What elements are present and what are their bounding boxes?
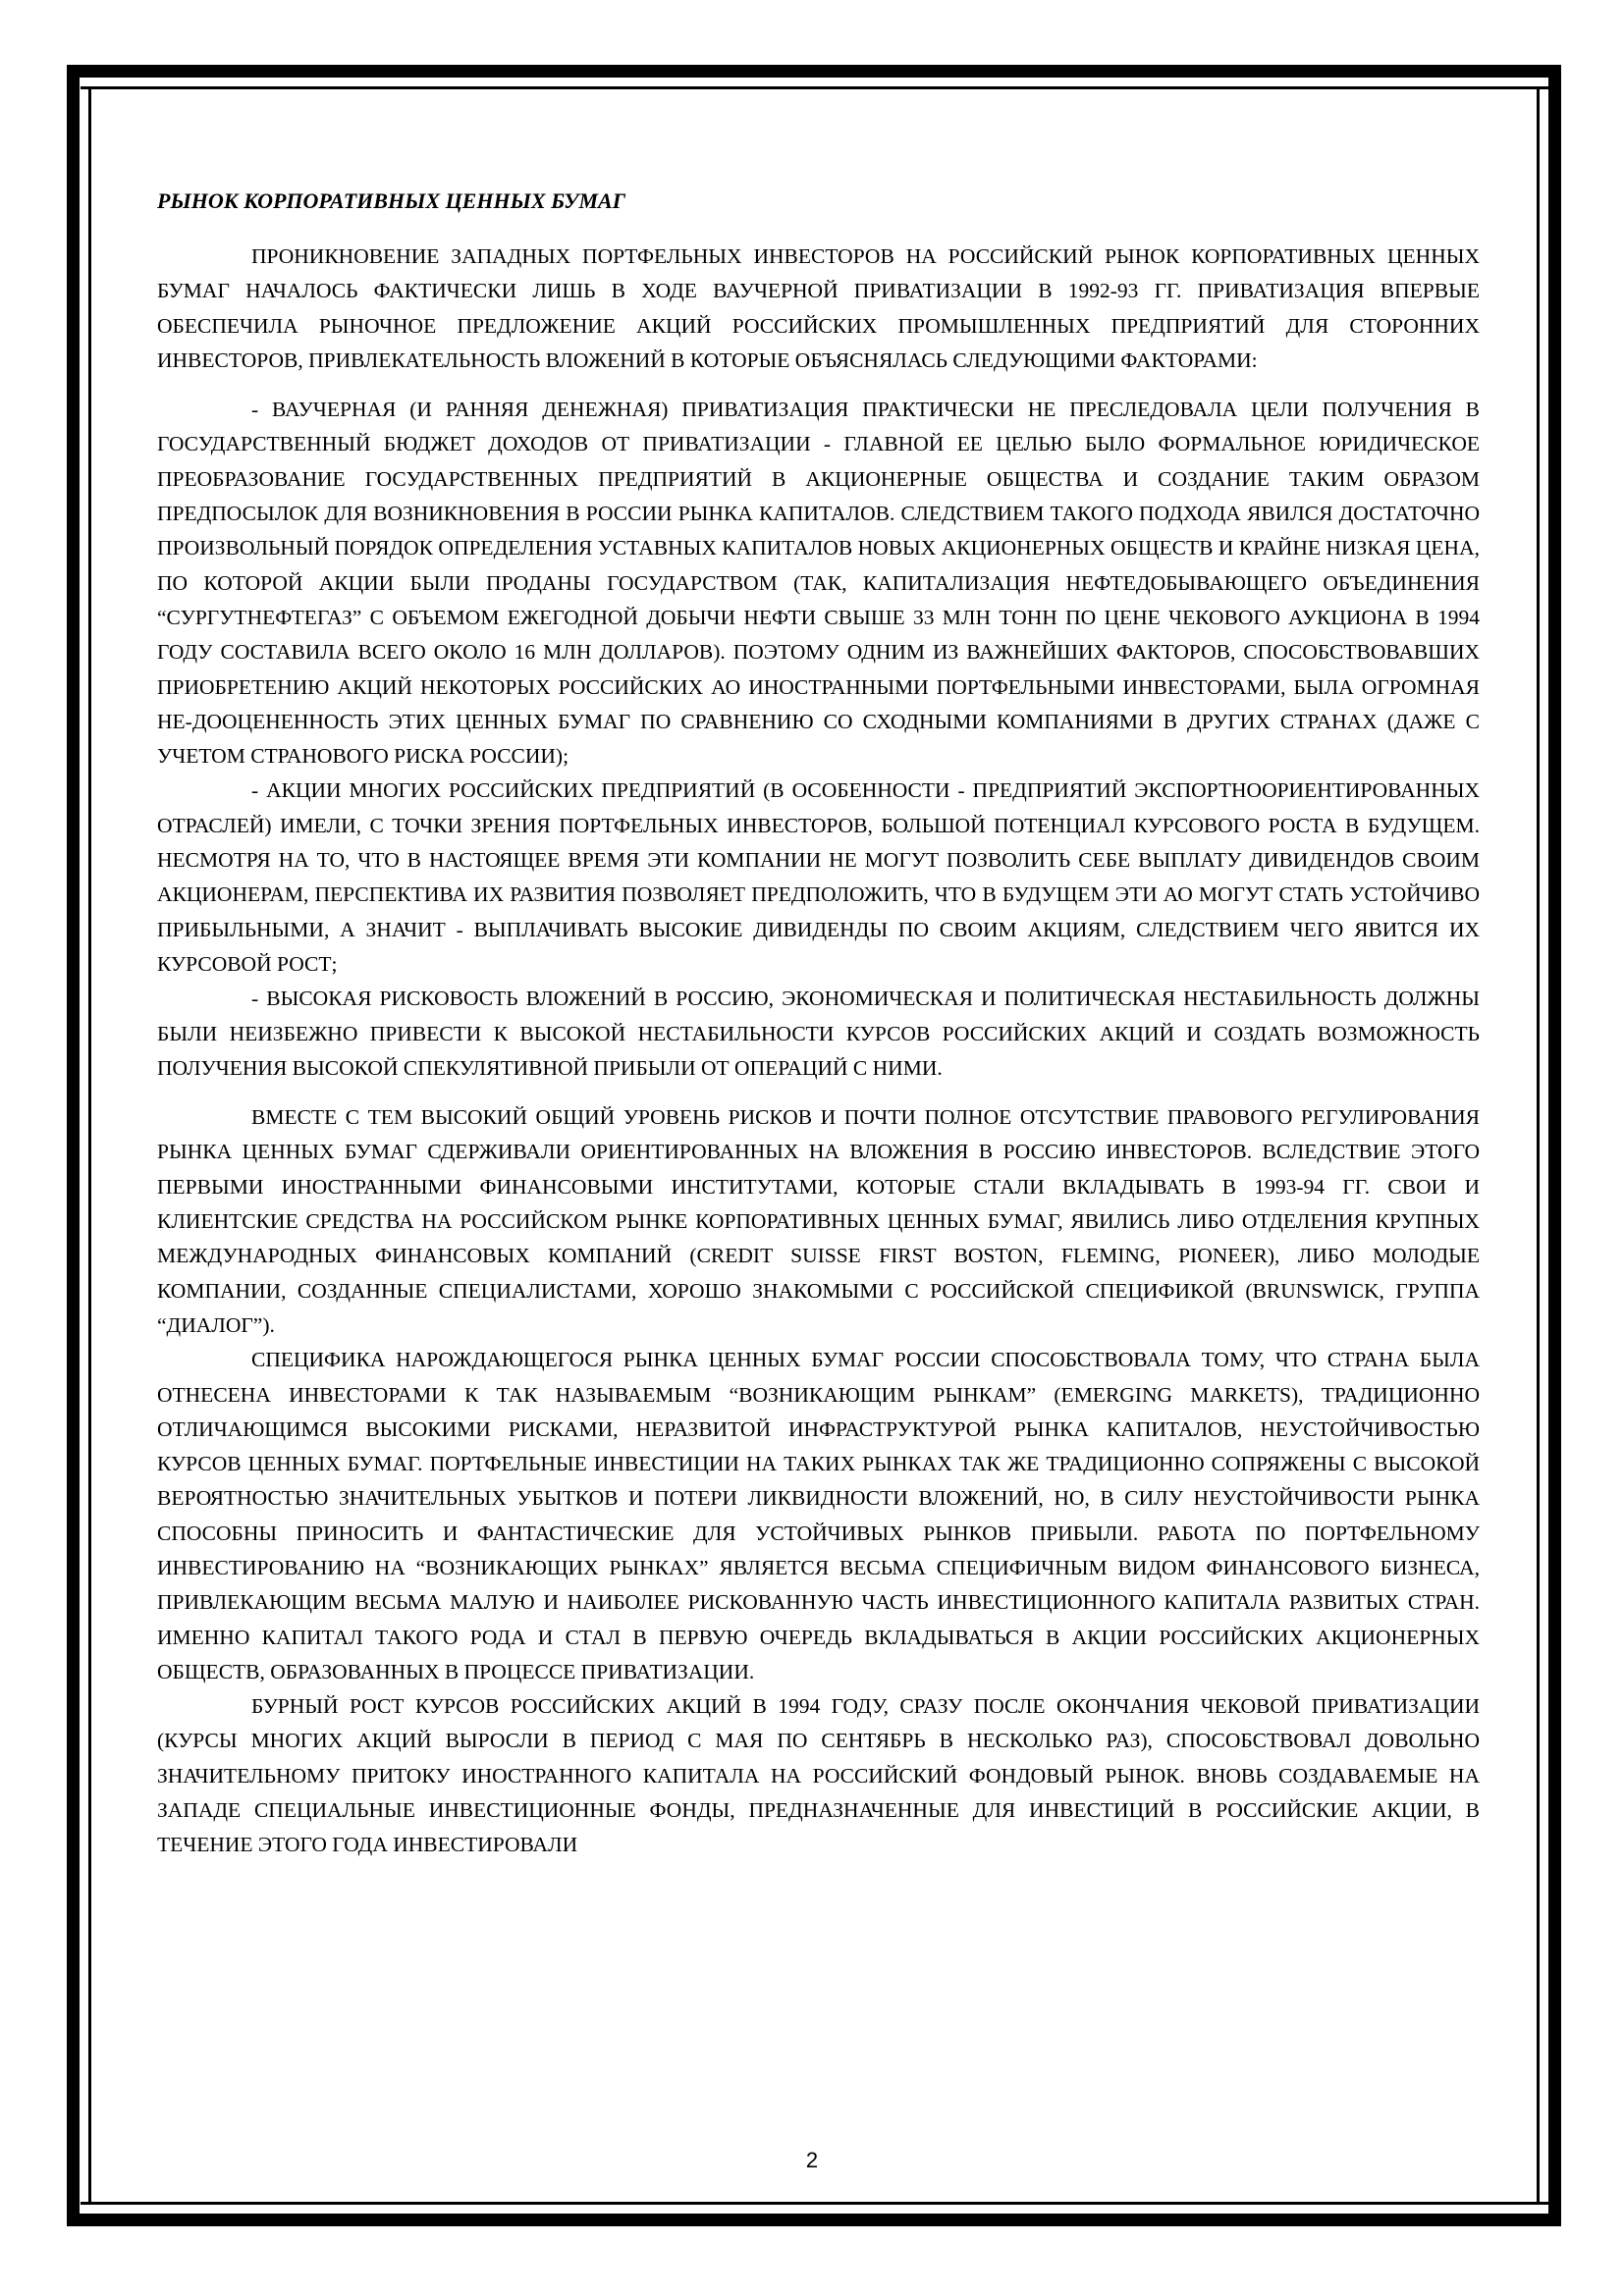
page-number: 2 [805,2148,819,2172]
paragraph-factor-3: - ВЫСОКАЯ РИСКОВОСТЬ ВЛОЖЕНИЙ В РОССИЮ, ЭКОНОМИЧЕСКАЯ И ПОЛИТИЧЕСКАЯ НЕСТАБИЛЬНОСТЬ ДОЛЖНЫ БЫЛИ НЕИЗБЕЖНО ПРИВЕСТИ К ВЫСОКОЙ НЕСТАБИЛЬНОСТИ КУРСОВ РОССИЙСКИХ АКЦИЙ И СОЗДАТЬ ВОЗМОЖНОСТЬ ПОЛУЧЕНИЯ ВЫСОКОЙ СПЕКУЛЯТИВНОЙ ПРИБЫЛИ ОТ ОПЕРАЦИЙ С НИМИ. [157,987,1480,1080]
frame-left-border [67,65,80,2226]
frame-bottom-border [67,2214,1561,2226]
paragraph-factor-1: - ВАУЧЕРНАЯ (И РАННЯЯ ДЕНЕЖНАЯ) ПРИВАТИЗАЦИЯ ПРАКТИЧЕСКИ НЕ ПРЕСЛЕДОВАЛА ЦЕЛИ ПОЛУЧЕНИЯ В ГОСУДАРСТВЕННЫЙ БЮДЖЕТ ДОХОДОВ ОТ ПРИВАТИЗАЦИИ - ГЛАВНОЙ ЕЕ ЦЕЛЬЮ БЫЛО ФОРМАЛЬНОЕ ЮРИДИЧЕСКОЕ ПРЕОБРАЗОВАНИЕ ГОСУДАРСТВЕННЫХ ПРЕДПРИЯТИЙ В АКЦИОНЕРНЫЕ ОБЩЕСТВА И СОЗДАНИЕ ТАКИМ ОБРАЗОМ ПРЕДПОСЫЛОК ДЛЯ ВОЗНИКНОВЕНИЯ В РОССИИ РЫНКА КАПИТАЛОВ. СЛЕДСТВИЕМ ТАКОГО ПОДХОДА ЯВИЛСЯ ДОСТАТОЧНО ПРОИЗВОЛЬНЫЙ ПОРЯДОК ОПРЕДЕЛЕНИЯ УСТАВНЫХ КАПИТАЛОВ НОВЫХ АКЦИОНЕРНЫХ ОБЩЕСТВ И КРАЙНЕ НИЗКАЯ ЦЕНА, ПО КОТОРОЙ АКЦИИ БЫЛИ ПРОДАНЫ ГОСУДАРСТВОМ (ТАК, КАПИТАЛИЗАЦИЯ НЕФТЕДОБЫВАЮЩЕГО ОБЪЕДИНЕНИЯ “СУРГУТНЕФТЕГАЗ” С ОБЪЕМОМ ЕЖЕГОДНОЙ ДОБЫЧИ НЕФТИ СВЫШЕ 33 МЛН ТОНН ПО ЦЕНЕ ЧЕКОВОГО АУКЦИОНА В 1994 ГОДУ СОСТАВИЛА ВСЕГО ОКОЛО 16 МЛН ДОЛЛАРОВ). ПОЭТОМУ ОДНИМ ИЗ ВАЖНЕЙШИХ ФАКТОРОВ, СПОСОБСТВОВАВШИХ ПРИОБРЕТЕНИЮ АКЦИЙ НЕКОТОРЫХ РОССИЙСКИХ АО ИНОСТРАННЫМИ ПОРТФЕЛЬНЫМИ ИНВЕСТОРАМИ, БЫЛА ОГРОМНАЯ НЕ-ДООЦЕНЕННОСТЬ ЭТИХ ЦЕННЫХ БУМАГ ПО СРАВНЕНИЮ СО СХОДНЫМИ КОМПАНИЯМИ В ДРУГИХ СТРАНАХ (ДАЖЕ С УЧЕТОМ СТРАНОВОГО РИСКА РОССИИ); [157,398,1480,769]
paragraph-first-investors: ВМЕСТЕ С ТЕМ ВЫСОКИЙ ОБЩИЙ УРОВЕНЬ РИСКОВ И ПОЧТИ ПОЛНОЕ ОТСУТСТВИЕ ПРАВОВОГО РЕГУЛИРОВАНИЯ РЫНКА ЦЕННЫХ БУМАГ СДЕРЖИВАЛИ ОРИЕНТИРОВАННЫХ НА ВЛОЖЕНИЯ В РОССИЮ ИНВЕСТОРОВ. ВСЛЕДСТВИЕ ЭТОГО ПЕРВЫМИ ИНОСТРАННЫМИ ФИНАНСОВЫМИ ИНСТИТУТАМИ, КОТОРЫЕ СТАЛИ ВКЛАДЫВАТЬ В 1993-94 ГГ. СВОИ И КЛИЕНТСКИЕ СРЕДСТВА НА РОССИЙСКОМ РЫНКЕ КОРПОРАТИВНЫХ ЦЕННЫХ БУМАГ, ЯВИЛИСЬ ЛИБО ОТДЕЛЕНИЯ КРУПНЫХ МЕЖДУНАРОДНЫХ ФИНАНСОВЫХ КОМПАНИЙ (CREDIT SUISSE FIRST BOSTON, FLEMING, PIONEER), ЛИБО МОЛОДЫЕ КОМПАНИИ, СОЗДАННЫЕ СПЕЦИАЛИСТАМИ, ХОРОШО ЗНАКОМЫМИ С РОССИЙСКОЙ СПЕЦИФИКОЙ (BRUNSWICK, ГРУППА “ДИАЛОГ”). [157,1105,1480,1337]
frame-top-border [67,65,1561,78]
frame-bottom-inner-line [81,2202,1549,2205]
paragraph-growth-1994: БУРНЫЙ РОСТ КУРСОВ РОССИЙСКИХ АКЦИЙ В 1994 ГОДУ, СРАЗУ ПОСЛЕ ОКОНЧАНИЯ ЧЕКОВОЙ ПРИВАТИЗАЦИИ (КУРСЫ МНОГИХ АКЦИЙ ВЫРОСЛИ В ПЕРИОД С МАЯ ПО СЕНТЯБРЬ В НЕСКОЛЬКО РАЗ), СПОСОБСТВОВАЛ ДОВОЛЬНО ЗНАЧИТЕЛЬНОМУ ПРИТОКУ ИНОСТРАННОГО КАПИТАЛА НА РОССИЙСКИЙ ФОНДОВЫЙ РЫНОК. ВНОВЬ СОЗДАВАЕМЫЕ НА ЗАПАДЕ СПЕЦИАЛЬНЫЕ ИНВЕСТИЦИОННЫЕ ФОНДЫ, ПРЕДНАЗНАЧЕННЫЕ ДЛЯ ИНВЕСТИЦИЙ В РОССИЙСКИЕ АКЦИИ, В ТЕЧЕНИЕ ЭТОГО ГОДА ИНВЕСТИРОВАЛИ [157,1694,1480,1857]
paragraph-emerging-markets: СПЕЦИФИКА НАРОЖДАЮЩЕГОСЯ РЫНКА ЦЕННЫХ БУМАГ РОССИИ СПОСОБСТВОВАЛА ТОМУ, ЧТО СТРАНА БЫЛА ОТНЕСЕНА ИНВЕСТОРАМИ К ТАК НАЗЫВАЕМЫМ “ВОЗНИКАЮЩИМ РЫНКАМ” (EMERGING MARKETS), ТРАДИЦИОННО ОТЛИЧАЮЩИМСЯ ВЫСОКИМИ РИСКАМИ, НЕРАЗВИТОЙ ИНФРАСТРУКТУРОЙ РЫНКА КАПИТАЛОВ, НЕУСТОЙЧИВОСТЬЮ КУРСОВ ЦЕННЫХ БУМАГ. ПОРТФЕЛЬНЫЕ ИНВЕСТИЦИИ НА ТАКИХ РЫНКАХ ТАК ЖЕ ТРАДИЦИОННО СОПРЯЖЕНЫ С ВЫСОКОЙ ВЕРОЯТНОСТЬЮ ЗНАЧИТЕЛЬНЫХ УБЫТКОВ И ПОТЕРИ ЛИКВИДНОСТИ ВЛОЖЕНИЙ, НО, В СИЛУ НЕУСТОЙЧИВОСТИ РЫНКА СПОСОБНЫ ПРИНОСИТЬ И ФАНТАСТИЧЕСКИЕ ДЛЯ УСТОЙЧИВЫХ РЫНКОВ ПРИБЫЛИ. РАБОТА ПО ПОРТФЕЛЬНОМУ ИНВЕСТИРОВАНИЮ НА “ВОЗНИКАЮЩИХ РЫНКАХ” ЯВЛЯЕТСЯ ВЕСЬМА СПЕЦИФИЧНЫМ ВИДОМ ФИНАНСОВОГО БИЗНЕСА, ПРИВЛЕКАЮЩИМ ВЕСЬМА МАЛУЮ И НАИБОЛЕЕ РИСКОВАННУЮ ЧАСТЬ ИНВЕСТИЦИОННОГО КАПИТАЛА РАЗВИТЫХ СТРАН. ИМЕННО КАПИТАЛ ТАКОГО РОДА И СТАЛ В ПЕРВУЮ ОЧЕРЕДЬ ВКЛАДЫВАТЬСЯ В АКЦИИ РОССИЙСКИХ АКЦИОНЕРНЫХ ОБЩЕСТВ, ОБРАЗОВАННЫХ В ПРОЦЕССЕ ПРИВАТИЗАЦИИ. [157,1348,1480,1683]
frame-right-border [1548,65,1561,2226]
paragraph-intro: ПРОНИКНОВЕНИЕ ЗАПАДНЫХ ПОРТФЕЛЬНЫХ ИНВЕСТОРОВ НА РОССИЙСКИЙ РЫНОК КОРПОРАТИВНЫХ ЦЕННЫХ БУМАГ НАЧАЛОСЬ ФАКТИЧЕСКИ ЛИШЬ В ХОДЕ ВАУЧЕРНОЙ ПРИВАТИЗАЦИИ В 1992-93 ГГ. ПРИВАТИЗАЦИЯ ВПЕРВЫЕ ОБЕСПЕЧИЛА РЫНОЧНОЕ ПРЕДЛОЖЕНИЕ АКЦИЙ РОССИЙСКИХ ПРОМЫШЛЕННЫХ ПРЕДПРИЯТИЙ ДЛЯ СТОРОННИХ ИНВЕСТОРОВ, ПРИВЛЕКАТЕЛЬНОСТЬ ВЛОЖЕНИЙ В КОТОРЫЕ ОБЪЯСНЯЛАСЬ СЛЕДУЮЩИМИ ФАКТОРАМИ: [157,244,1480,372]
frame-top-inner-line [81,86,1549,89]
paragraph-factor-2: - АКЦИИ МНОГИХ РОССИЙСКИХ ПРЕДПРИЯТИЙ (В ОСОБЕННОСТИ - ПРЕДПРИЯТИЙ ЭКСПОРТНООРИЕНТИРОВАННЫХ ОТРАСЛЕЙ) ИМЕЛИ, С ТОЧКИ ЗРЕНИЯ ПОРТФЕЛЬНЫХ ИНВЕСТОРОВ, БОЛЬШОЙ ПОТЕНЦИАЛ КУРСОВОГО РОСТА В БУДУЩЕМ. НЕСМОТРЯ НА ТО, ЧТО В НАСТОЯЩЕЕ ВРЕМЯ ЭТИ КОМПАНИИ НЕ МОГУТ ПОЗВОЛИТЬ СЕБЕ ВЫПЛАТУ ДИВИДЕНДОВ СВОИМ АКЦИОНЕРАМ, ПЕРСПЕКТИВА ИХ РАЗВИТИЯ ПОЗВОЛЯЕТ ПРЕДПОЛОЖИТЬ, ЧТО В БУДУЩЕМ ЭТИ АО МОГУТ СТАТЬ УСТОЙЧИВО ПРИБЫЛЬНЫМИ, А ЗНАЧИТ - ВЫПЛАЧИВАТЬ ВЫСОКИЕ ДИВИДЕНДЫ ПО СВОИМ АКЦИЯМ, СЛЕДСТВИЕМ ЧЕГО ЯВИТСЯ ИХ КУРСОВОЙ РОСТ; [157,778,1480,976]
frame-right-inner-line [1537,86,1540,2205]
section-title: РЫНОК КОРПОРАТИВНЫХ ЦЕННЫХ БУМАГ [157,188,626,213]
frame-left-inner-line [88,86,91,2205]
document-body [157,188,1480,1863]
